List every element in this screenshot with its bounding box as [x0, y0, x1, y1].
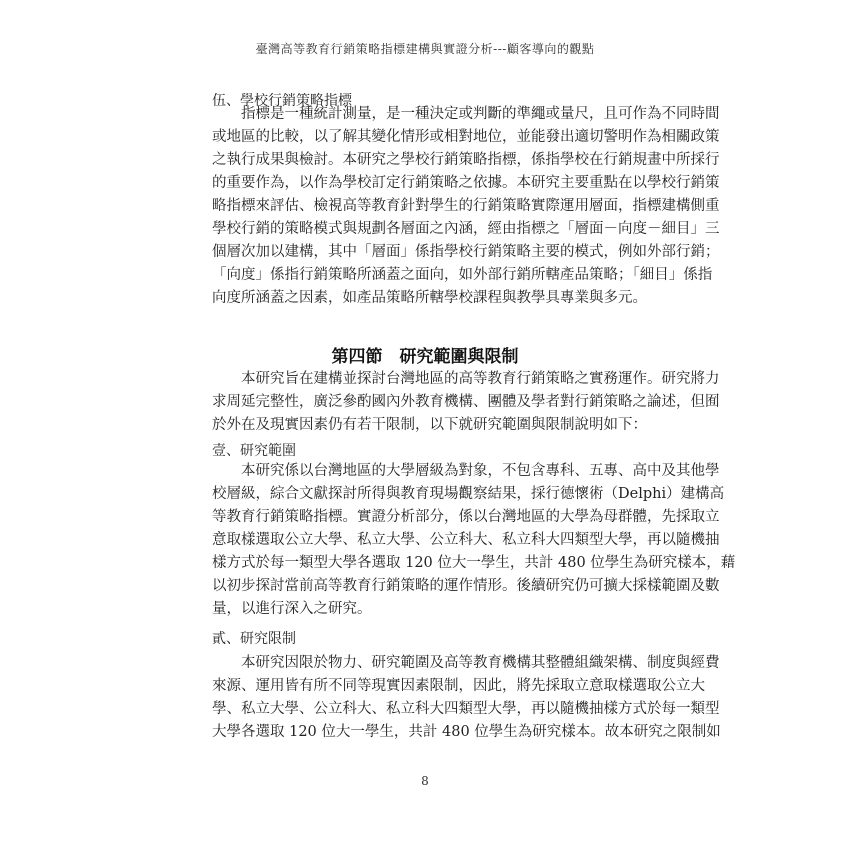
paragraph-line: 量，以進行深入之研究。	[212, 601, 372, 617]
paragraph-line: 指標是一種統計測量，是一種決定或判斷的準繩或量尺，且可作為不同時間	[241, 106, 720, 122]
paragraph-line: 「向度」係指行銷策略所涵蓋之面向，如外部行銷所轄產品策略；「細目」係指	[212, 267, 713, 283]
paragraph-line: 學校行銷的策略模式與規劃各層面之內涵，經由指標之「層面－向度－細目」三	[212, 221, 720, 237]
scope-heading: 壹、研究範圍	[212, 443, 296, 459]
paragraph-line: 樣方式於每一類型大學各選取 120 位大一學生，共計 480 位學生為研究樣本，藉	[212, 555, 736, 571]
paragraph-line: 求周延完整性，廣泛參酌國內外教育機構、團體及學者對行銷策略之論述，但囿	[212, 394, 720, 410]
section-five-heading: 伍、學校行銷策略指標	[212, 93, 352, 109]
paragraph-line: 之執行成果與檢討。本研究之學校行銷策略指標，係指學校在行銷規畫中所採行	[212, 152, 720, 168]
section-four-intro-paragraph	[212, 368, 720, 437]
paragraph-line: 意取樣選取公立大學、私立大學、公立科大、私立科大四類型大學，再以隨機抽	[212, 532, 720, 548]
paragraph-line: 大學各選取 120 位大一學生，共計 480 位學生為研究樣本。故本研究之限制如	[212, 724, 721, 740]
paragraph-line: 向度所涵蓋之因素，如產品策略所轄學校課程與教學具專業與多元。	[212, 290, 647, 306]
paragraph-line: 等教育行銷策略指標。實證分析部分，係以台灣地區的大學為母群體，先採取立	[212, 509, 720, 525]
scope-paragraph	[212, 460, 736, 621]
running-header: 臺灣高等教育行銷策略指標建構與實證分析---顧客導向的觀點	[255, 42, 595, 56]
section-five-paragraph	[212, 103, 720, 310]
paragraph-line: 的重要作為，以作為學校訂定行銷策略之依據。本研究主要重點在以學校行銷策	[212, 175, 720, 191]
section-four-title: 第四節 研究範圍與限制	[331, 347, 519, 367]
paragraph-line: 本研究因限於物力、研究範圍及高等教育機構其整體組織架構、制度與經費	[241, 655, 720, 671]
paragraph-line: 本研究係以台灣地區的大學層級為對象，不包含專科、五專、高中及其他學	[241, 463, 720, 479]
limits-paragraph	[212, 652, 721, 744]
paragraph-line: 略指標來評估、檢視高等教育針對學生的行銷策略實際運用層面，指標建構側重	[212, 198, 720, 214]
paragraph-line: 或地區的比較，以了解其變化情形或相對地位，並能發出適切警明作為相關政策	[212, 129, 720, 145]
paragraph-line: 於外在及現實因素仍有若干限制，以下就研究範圍與限制說明如下：	[212, 417, 647, 433]
paragraph-line: 以初步探討當前高等教育行銷策略的運作情形。後續研究仍可擴大採樣範圍及數	[212, 578, 720, 594]
paragraph-line: 學、私立大學、公立科大、私立科大四類型大學，再以隨機抽樣方式於每一類型	[212, 701, 720, 717]
paragraph-line: 本研究旨在建構並探討台灣地區的高等教育行銷策略之實務運作。研究將力	[241, 371, 720, 387]
page-number: 8	[421, 774, 429, 788]
paragraph-line: 個層次加以建構，其中「層面」係指學校行銷策略主要的模式，例如外部行銷；	[212, 244, 720, 260]
paragraph-line: 來源、運用皆有所不同等現實因素限制，因此，將先採取立意取樣選取公立大	[212, 678, 705, 694]
limits-heading: 貳、研究限制	[212, 631, 296, 647]
paragraph-line: 校層級，綜合文獻探討所得與教育現場觀察結果，採行德懷術（Delphi）建構高	[212, 486, 725, 502]
